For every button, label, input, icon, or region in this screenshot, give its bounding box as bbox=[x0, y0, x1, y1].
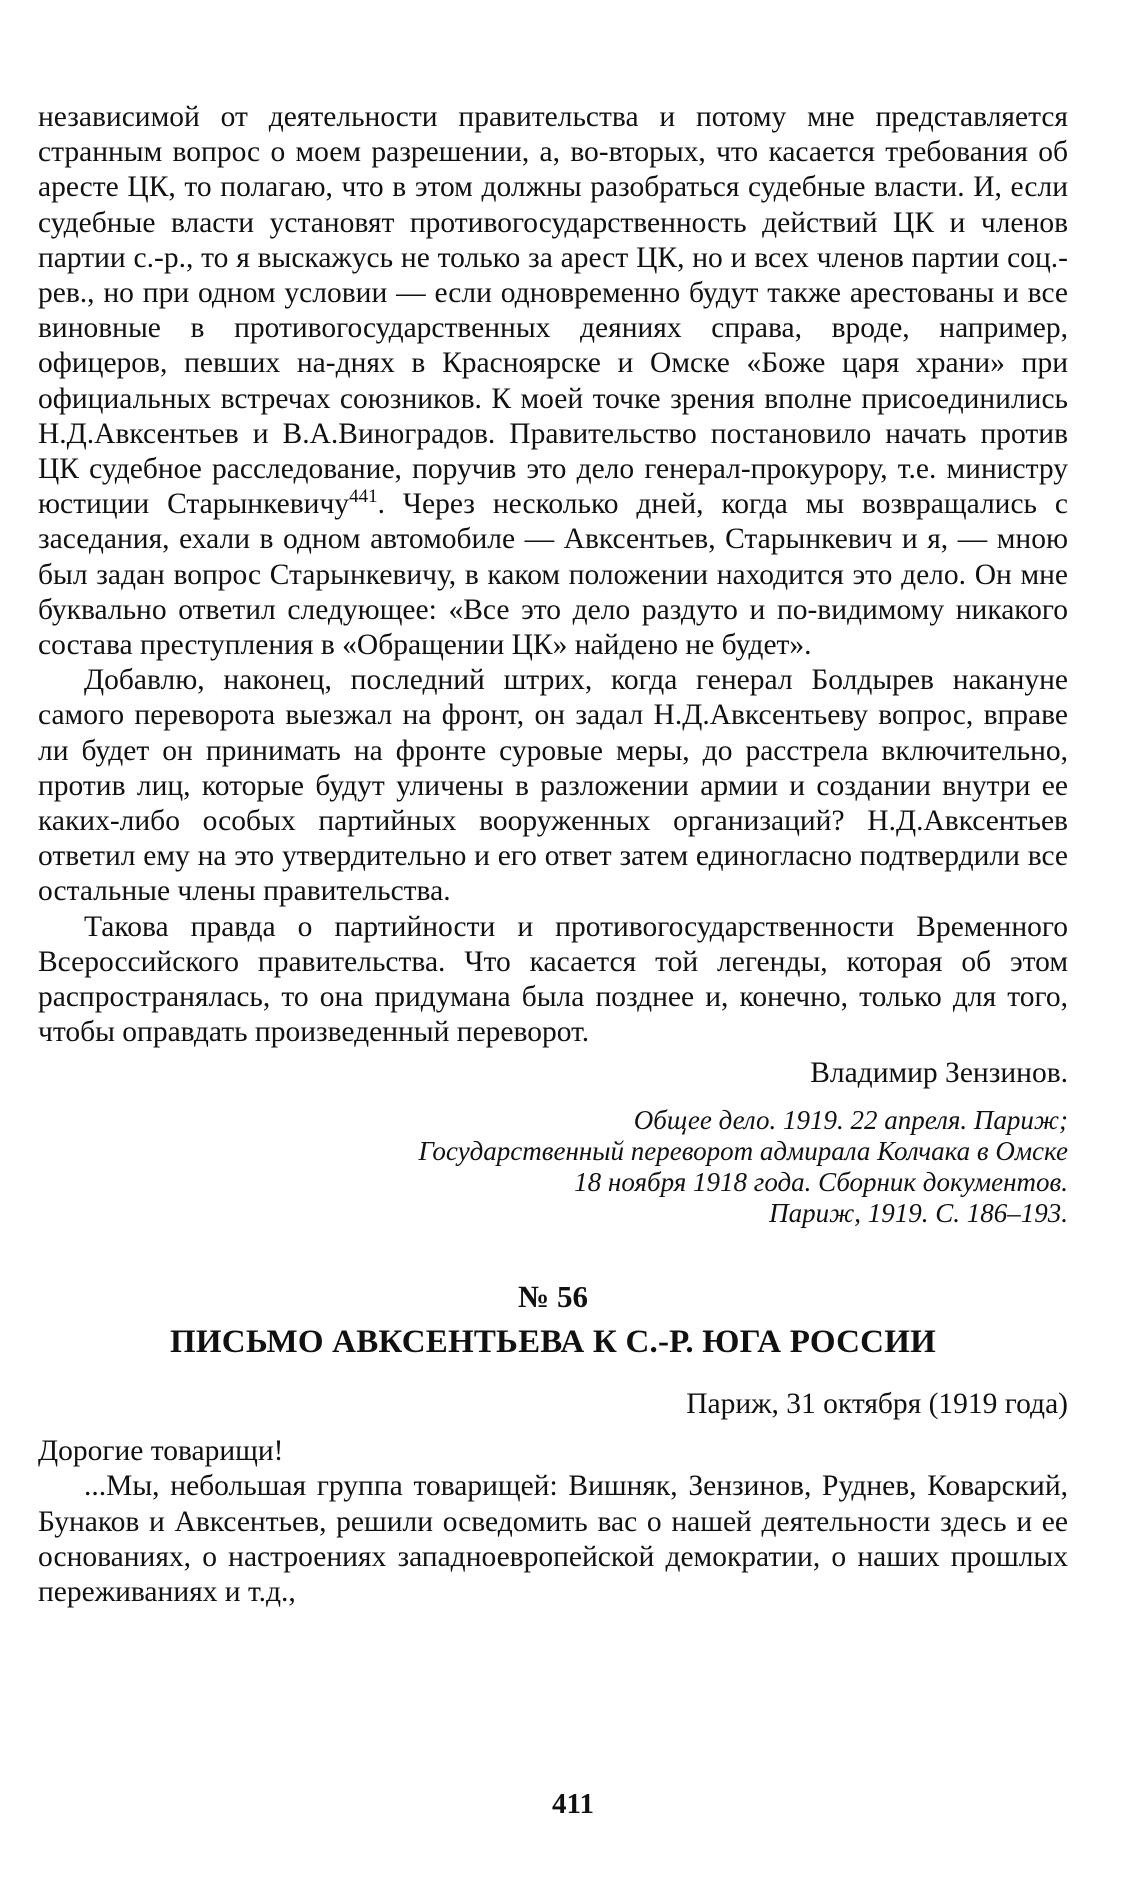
source-line-1: Общее дело. 1919. 22 апреля. Париж; bbox=[633, 1105, 1068, 1136]
paragraph-1-continued: . Через несколько дней, когда мы возвращались с заседания, ехали в одном автомобиле — Авксентьев, Старынкевич и я, — мною был задан вопрос Старынкевичу, в каком положении находится это дело. Он мне буквально ответил следующее: «Все это дело раздуто и по-видимому никакого состава преступления в «Обращении ЦК» найдено не будет». bbox=[38, 488, 1069, 662]
footnote-ref-441: 441 bbox=[349, 486, 378, 508]
page-number: 411 bbox=[552, 1788, 594, 1820]
signature: Владимир Зензинов. bbox=[810, 1057, 1068, 1090]
greeting: Дорогие товарищи! bbox=[38, 1435, 284, 1468]
letter-body: ...Мы, небольшая группа товарищей: Вишняк, Зензинов, Руднев, Коварский, Бунаков и Авксентьев, решили осведомить вас о нашей деятельности здесь и ее основаниях, о настроениях западноевропейской демократии, о наших прошлых переживаниях и т.д., bbox=[38, 1470, 1068, 1609]
paragraph-1 bbox=[38, 100, 1068, 663]
source-line-4: Париж, 1919. С. 186–193. bbox=[769, 1198, 1068, 1229]
document-number: № 56 bbox=[518, 1279, 588, 1315]
paragraph-3: Такова правда о партийности и противогосударственности Временного Всероссийского правительства. Что касается той легенды, которая об этом распространялась, то она придумана была позднее и, конечно, только для того, чтобы оправдать произведенный переворот. bbox=[38, 910, 1068, 1049]
book-page bbox=[38, 100, 1068, 1610]
document-title: ПИСЬМО АВКСЕНТЬЕВА К С.-Р. ЮГА РОССИИ bbox=[170, 1324, 936, 1361]
source-citation bbox=[38, 1105, 1068, 1229]
source-line-2: Государственный переворот адмирала Колчака в Омске bbox=[418, 1136, 1068, 1167]
main-text bbox=[38, 100, 1068, 1050]
source-line-3: 18 ноября 1918 года. Сборник документов. bbox=[574, 1167, 1068, 1198]
paragraph-2: Добавлю, наконец, последний штрих, когда генерал Болдырев накануне самого переворота выезжал на фронт, он задал Н.Д.Авксентьеву вопрос, вправе ли будет он принимать на фронте суровые меры, до расстрела включительно, против лиц, которые будут уличены в разложении армии и создании внутри ее каких-либо особых партийных вооруженных организаций? Н.Д.Авксентьев ответил ему на это утвердительно и его ответ затем единогласно подтвердили все остальные члены правительства. bbox=[38, 664, 1068, 908]
place-date: Париж, 31 октября (1919 года) bbox=[686, 1388, 1068, 1421]
paragraph-1-text: независимой от деятельности правительства и потому мне представляется странным вопрос о моем разрешении, а, во-вторых, что касается требования об аресте ЦК, то полагаю, что в этом должны разобраться судебные власти. И, если судебные власти установят противогосударственность действий ЦК и членов партии с.-р., то я выскажусь не только за арест ЦК, но и всех членов партии соц.-рев., но при одном условии — если одновременно будут также арестованы и все виновные в противогосударственных деяниях справа, вроде, например, офицеров, певших на-днях в Красноярске и Омске «Боже царя храни» при официальных встречах союзников. К моей точке зрения вполне присоединились Н.Д.Авксентьев и В.А.Виноградов. Правительство постановило начать против ЦК судебное расследование, поручив это дело генерал-прокурору, т.е. министру юстиции Старынкевичу bbox=[38, 101, 1068, 521]
